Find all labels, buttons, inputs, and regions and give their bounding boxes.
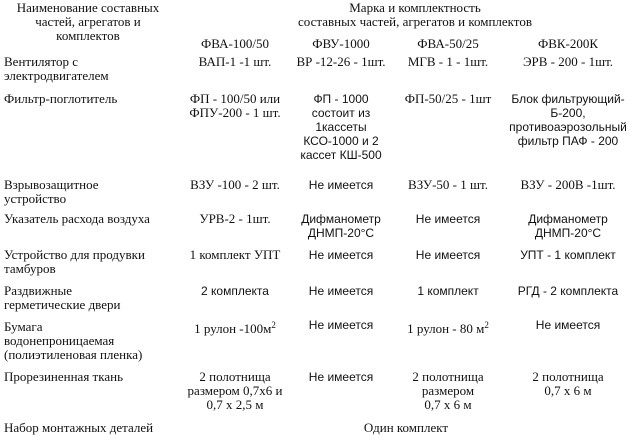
cell-paper-fva50: 1 рулон - 80 $м^2$ <box>407 320 489 336</box>
row-name-mount: Набор монтажных деталей <box>4 420 154 435</box>
cell-blast-fvk200: ВЗУ - 200В -1шт. <box>520 177 616 192</box>
row-name-blast: Взрывозащитное устройство <box>4 177 99 206</box>
cell-blast-fva50: ВЗУ-50 - 1 шт. <box>408 177 488 192</box>
cell-doors-fvk200: РГД - 2 комплекта <box>517 284 619 298</box>
cell-airflow-fvu1000: Дифманометр ДНМП-20°С <box>301 212 381 240</box>
cell-purge-fvk200: УПТ - 1 комплект <box>520 248 616 262</box>
cell-paper-fvk200: Не имеется <box>535 318 601 332</box>
row-name-fan: Вентилятор с электродвигателем <box>4 54 109 83</box>
row-name-airflow: Указатель расхода воздуха <box>4 211 150 226</box>
row-name-paper: Бумага водонепроницаемая (полиэтиленовая пленка) <box>4 319 143 362</box>
cell-fan-fva100: ВАП-1 -1 шт. <box>198 54 272 69</box>
cell-filter-fvk200: Блок фильтрующий- Б-200, противоаэрозольный фильтр ПАФ - 200 <box>509 92 627 148</box>
cell-cloth-fvu1000: Не имеется <box>308 370 374 384</box>
model-fva-50: ФВА-50/25 <box>417 36 479 51</box>
cell-doors-fvu1000: Не имеется <box>308 284 374 298</box>
row-name-purge: Устройство для продувки тамбуров <box>4 247 145 276</box>
cell-airflow-fva50: Не имеется <box>415 212 481 226</box>
cell-airflow-fvk200: Дифманометр ДНМП-20°С <box>528 212 608 240</box>
cell-purge-fvu1000: Не имеется <box>308 248 374 262</box>
cell-cloth-fva50: 2 полотнища размером 0,7 х 6 м <box>412 369 484 412</box>
cell-purge-fva50: Не имеется <box>415 248 481 262</box>
cell-doors-fva100: 2 комплекта <box>201 284 269 298</box>
cell-fan-fvk200: ЭРВ - 200 - 1шт. <box>522 54 614 69</box>
header-name-column: Наименование составных частей, агрегатов и комплектов <box>16 0 160 43</box>
cell-paper-fvu1000: Не имеется <box>308 318 374 332</box>
cell-filter-fva50: ФП-50/25 - 1шт <box>404 91 492 106</box>
cell-blast-fva100: ВЗУ -100 - 2 шт. <box>190 177 280 192</box>
cell-filter-fva100: ФП - 100/50 или ФПУ-200 - 1 шт. <box>189 91 281 120</box>
model-fva-100: ФВА-100/50 <box>201 36 269 51</box>
cell-fan-fva50: МГВ - 1 - 1шт. <box>407 54 489 69</box>
cell-fan-fvu1000: ВР -12-26 - 1шт. <box>296 54 386 69</box>
cell-cloth-fva100: 2 полотнища размером 0,7х6 и 0,7 х 2,5 м <box>187 369 283 412</box>
row-name-filter: Фильтр-поглотитель <box>4 91 118 106</box>
cell-paper-fva100: 1 рулон $-100м^2$ <box>194 320 276 336</box>
model-fvk-200: ФВК-200К <box>537 36 599 51</box>
cell-purge-fva100: 1 комплект УПТ <box>189 247 281 262</box>
model-fvu-1000: ФВУ-1000 <box>312 36 370 51</box>
row-name-cloth: Прорезиненная ткань <box>4 369 124 384</box>
cell-airflow-fva100: УРВ-2 - 1шт. <box>199 211 271 226</box>
cell-filter-fvu1000: ФП - 1000 состоит из 1кассеты КСО-1000 и 2 кассет КШ-500 <box>300 92 382 162</box>
cell-mount-all: Один комплект <box>363 420 449 435</box>
cell-cloth-fvk200: 2 полотнища 0,7 х 6 м <box>532 369 604 398</box>
header-brand-title: Марка и комплектность составных частей, агрегатов и комплектов <box>298 0 532 29</box>
cell-blast-fvu1000: Не имеется <box>308 178 374 192</box>
row-name-doors: Раздвижные герметические двери <box>4 283 121 312</box>
cell-doors-fva50: 1 комплект <box>417 284 479 298</box>
